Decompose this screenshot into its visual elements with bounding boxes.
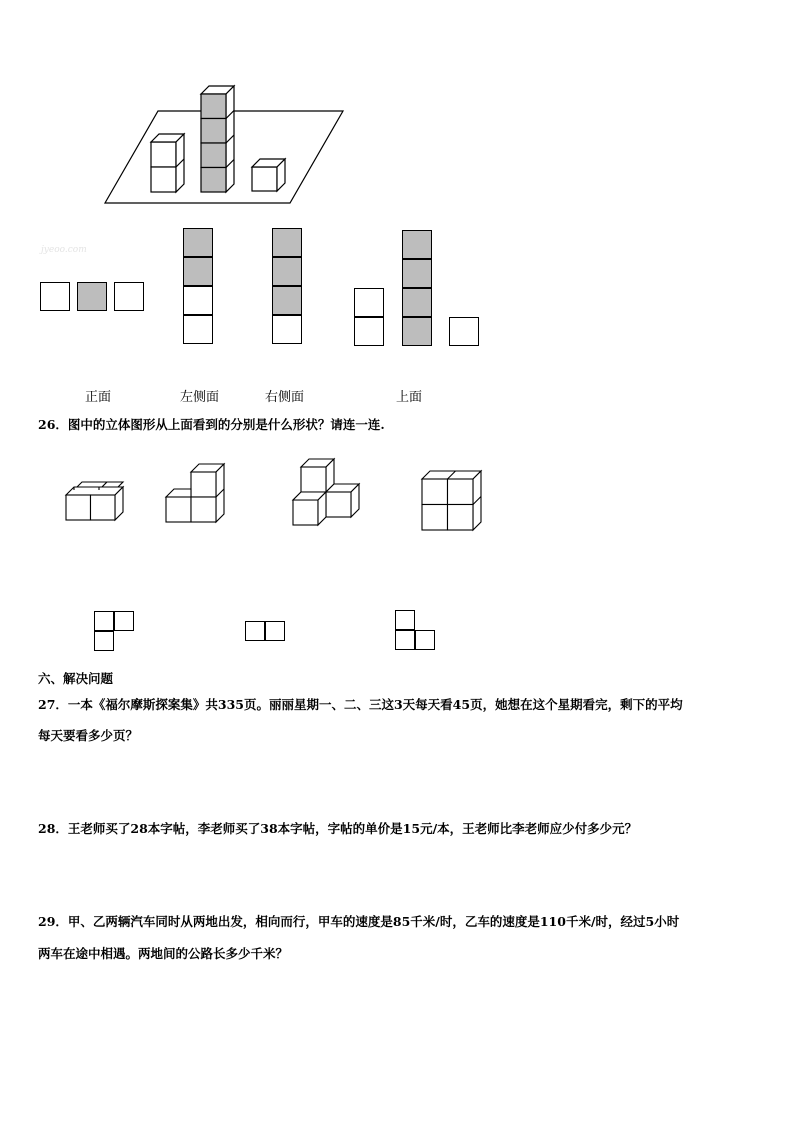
solid-1 bbox=[66, 482, 123, 520]
left-stack bbox=[151, 134, 184, 192]
watermark: jyeoo.com bbox=[41, 245, 87, 255]
question-26: 26．图中的立体图形从上面看到的分别是什么形状？请连一连. bbox=[38, 417, 385, 432]
single-cube bbox=[252, 159, 285, 191]
label-front: 正面 bbox=[85, 390, 112, 405]
label-right-side: 右侧面 bbox=[265, 390, 305, 405]
label-top: 上面 bbox=[396, 390, 423, 405]
solid-3 bbox=[293, 459, 359, 525]
question-28: 28．王老师买了28本字帖，李老师买了38本字帖，字帖的单价是15元/本，王老师比李老师应少付多少元？ bbox=[38, 821, 638, 836]
cube-scene-figure bbox=[0, 0, 794, 220]
question-27-line-2: 每天要看多少页？ bbox=[38, 728, 139, 743]
section-heading: 六、解决问题 bbox=[38, 671, 114, 686]
question-27-line-1: 27．一本《福尔摩斯探案集》共335页。丽丽星期一、二、三这3天每天看45页，她想在这个星期看完，剩下的平均 bbox=[38, 697, 683, 712]
solid-4 bbox=[422, 471, 481, 530]
solid-2 bbox=[166, 464, 224, 522]
label-left-side: 左侧面 bbox=[180, 390, 220, 405]
question-29-line-2: 两车在途中相遇。两地间的公路长多少千米？ bbox=[38, 946, 289, 961]
tall-stack bbox=[201, 86, 234, 192]
question-29-line-1: 29．甲、乙两辆汽车同时从两地出发，相向而行，甲车的速度是85千米/时，乙车的速度是110千米/时，经过5小时 bbox=[38, 914, 680, 929]
